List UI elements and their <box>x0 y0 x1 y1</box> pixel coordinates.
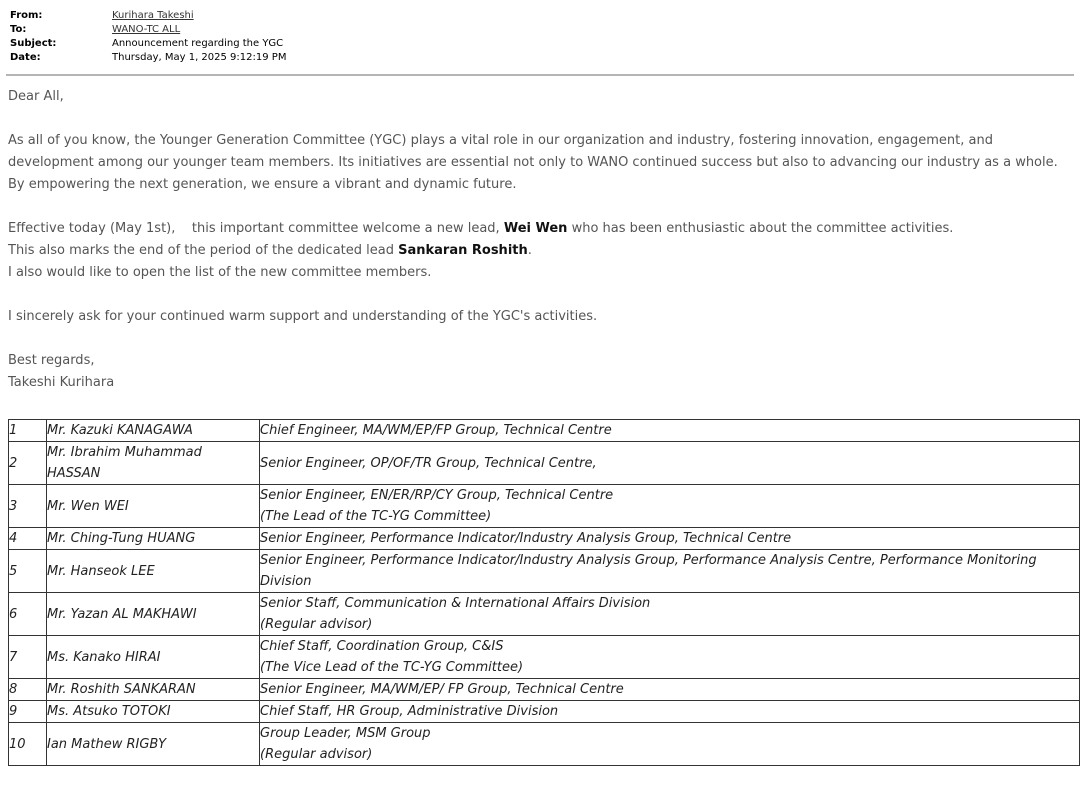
member-name: Mr. Ibrahim Muhammad HASSAN <box>47 442 260 485</box>
new-lead-name: Wei Wen <box>503 221 568 236</box>
subject-row <box>10 37 286 51</box>
greeting: Dear All, <box>8 89 64 104</box>
from-sender-link[interactable]: Kurihara Takeshi <box>112 10 194 21</box>
member-name: Ian Mathew RIGBY <box>47 723 260 766</box>
table-row <box>9 679 1080 701</box>
member-number: 10 <box>9 723 47 766</box>
member-position <box>260 420 1080 442</box>
members-table <box>8 419 1080 766</box>
member-position <box>260 485 1080 528</box>
member-position <box>260 701 1080 723</box>
subject-value: Announcement regarding the YGC <box>112 38 284 49</box>
member-position <box>260 636 1080 679</box>
member-role-note: (Regular advisor) <box>260 617 373 632</box>
new-lead-line <box>8 218 1072 240</box>
member-name: Mr. Yazan AL MAKHAWI <box>47 593 260 636</box>
member-number: 7 <box>9 636 47 679</box>
end-lead-line <box>8 240 1072 262</box>
to-recipient-link[interactable]: WANO-TC ALL <box>112 24 181 35</box>
end-lead-name: Sankaran Roshith <box>398 243 528 258</box>
member-position-line: Senior Engineer, OP/OF/TR Group, Technical Centre, <box>260 455 597 471</box>
member-position <box>260 679 1080 701</box>
email-header <box>10 9 286 65</box>
member-name: Mr. Hanseok LEE <box>47 550 260 593</box>
member-number: 2 <box>9 442 47 485</box>
support-line: I sincerely ask for your continued warm support and understanding of the YGC's activities. <box>8 309 598 324</box>
member-role-note: (The Vice Lead of the TC-YG Committee) <box>260 660 524 675</box>
member-position-line: Chief Staff, Coordination Group, C&IS <box>260 639 504 654</box>
from-row <box>10 9 286 23</box>
member-name: Ms. Atsuko TOTOKI <box>47 701 260 723</box>
member-name: Mr. Ching-Tung HUANG <box>47 528 260 550</box>
table-row <box>9 442 1080 485</box>
member-number: 1 <box>9 420 47 442</box>
member-name: Ms. Kanako HIRAI <box>47 636 260 679</box>
member-position <box>260 442 1080 485</box>
member-name: Mr. Roshith SANKARAN <box>47 679 260 701</box>
to-label: To: <box>10 24 27 35</box>
date-row <box>10 51 286 65</box>
date-label: Date: <box>10 52 41 63</box>
member-role-note: (Regular advisor) <box>260 747 373 762</box>
member-position-line: Senior Engineer, Performance Indicator/Industry Analysis Group, Performance Analysis Centre, Performance Monitoring Division <box>260 553 1037 589</box>
email-body <box>8 86 1072 394</box>
member-position-line: Group Leader, MSM Group <box>260 726 431 741</box>
member-position <box>260 723 1080 766</box>
table-row <box>9 593 1080 636</box>
to-row <box>10 23 286 37</box>
member-name: Mr. Wen WEI <box>47 485 260 528</box>
from-label: From: <box>10 10 43 21</box>
member-position-line: Chief Staff, HR Group, Administrative Division <box>260 704 559 719</box>
intro-paragraph: As all of you know, the Younger Generation Committee (YGC) plays a vital role in our organization and industry, fostering innovation, engagement, and development among our younger team members. Its initiatives are essential not only to WANO continued success but also to advancing our industry as a whole. By empowering the next generation, we ensure a vibrant and dynamic future. <box>8 133 1058 192</box>
member-position-line: Senior Engineer, Performance Indicator/Industry Analysis Group, Technical Centre <box>260 531 792 546</box>
end-lead-text-post: . <box>527 243 532 258</box>
member-number: 8 <box>9 679 47 701</box>
member-number: 6 <box>9 593 47 636</box>
member-position <box>260 528 1080 550</box>
member-number: 3 <box>9 485 47 528</box>
member-number: 5 <box>9 550 47 593</box>
member-position-line: Senior Engineer, EN/ER/RP/CY Group, Technical Centre <box>260 488 614 503</box>
closing: Best regards, <box>8 353 95 368</box>
new-lead-text-post: who has been enthusiastic about the committee activities. <box>567 221 954 236</box>
members-intro-line: I also would like to open the list of the new committee members. <box>8 265 432 280</box>
signature: Takeshi Kurihara <box>8 375 115 390</box>
table-row <box>9 485 1080 528</box>
member-position-line: Chief Engineer, MA/WM/EP/FP Group, Technical Centre <box>260 423 612 438</box>
member-name: Mr. Kazuki KANAGAWA <box>47 420 260 442</box>
member-position-line: Senior Staff, Communication & International Affairs Division <box>260 596 651 611</box>
member-position <box>260 550 1080 593</box>
table-row <box>9 550 1080 593</box>
table-row <box>9 420 1080 442</box>
member-position-line: Senior Engineer, MA/WM/EP/ FP Group, Technical Centre <box>260 682 624 697</box>
table-row <box>9 528 1080 550</box>
subject-label: Subject: <box>10 38 57 49</box>
member-number: 4 <box>9 528 47 550</box>
header-divider <box>6 74 1074 76</box>
member-role-note: (The Lead of the TC-YG Committee) <box>260 509 492 524</box>
table-row <box>9 701 1080 723</box>
end-lead-text-pre: This also marks the end of the period of the dedicated lead <box>8 243 399 258</box>
member-position <box>260 593 1080 636</box>
member-number: 9 <box>9 701 47 723</box>
table-row <box>9 636 1080 679</box>
table-row <box>9 723 1080 766</box>
date-value: Thursday, May 1, 2025 9:12:19 PM <box>112 52 287 63</box>
new-lead-text-pre: Effective today (May 1st), this important committee welcome a new lead, <box>8 221 504 236</box>
